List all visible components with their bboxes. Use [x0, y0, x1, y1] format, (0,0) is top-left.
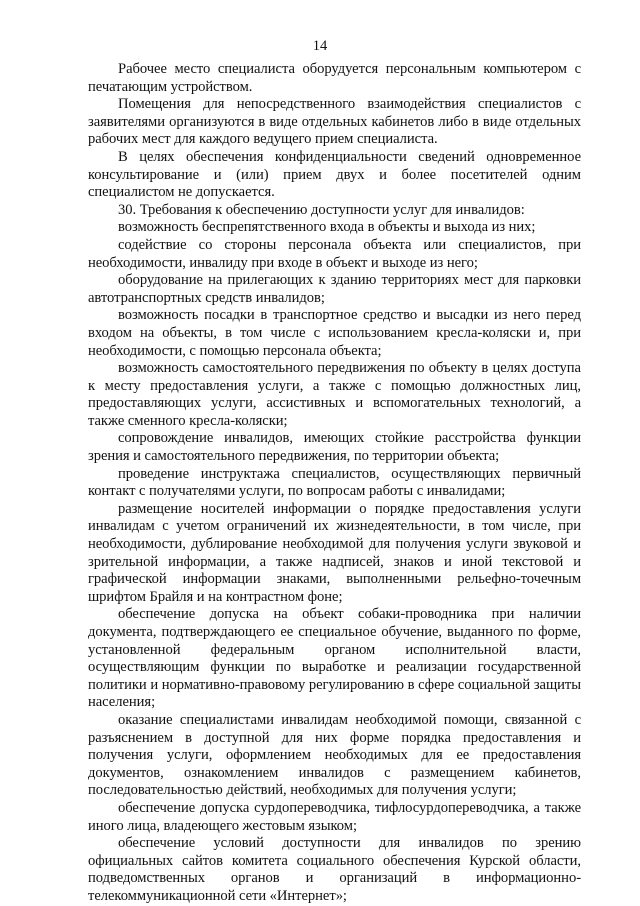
list-item-guide-dog: обеспечение допуска на объект собаки-проводника при наличии документа, подтверждающего ее специальное обучение, выданного по форме, установленной федеральным органом исполнительной власти, осуществляющим функции по выработке и реализации государственной политики и нормативно-правовому регулированию в сфере социальной защиты населения;	[88, 606, 581, 711]
list-item-transport-boarding: возможность посадки в транспортное средство и высадки из него перед входом на объекты, в том числе с использованием кресла-коляски и, при необходимости, с помощью персонала объекта;	[88, 307, 581, 359]
list-item-explanation-help: оказание специалистами инвалидам необходимой помощи, связанной с разъяснением в доступной для них форме порядка предоставления и получения услуги, оформлением необходимых для ее предоставления документов, ознакомлением инвалидов с размещением кабинетов, последовательностью действий, необходимых для получения услуги;	[88, 711, 581, 799]
list-item-sign-interpreter: обеспечение допуска сурдопереводчика, тифлосурдопереводчика, а также иного лица, владеющего жестовым языком;	[88, 799, 581, 834]
paragraph-workplace-equipment: Рабочее место специалиста оборудуется персональным компьютером с печатающим устройством.	[88, 61, 581, 95]
document-body	[88, 61, 581, 906]
list-item-independent-movement: возможность самостоятельного передвижения по объекту в целях доступа к месту предоставления услуги, а также с помощью должностных лиц, предоставляющих услуги, ассистивных и вспомогательных технологий, а также сменного кресла-коляски;	[88, 360, 581, 429]
page-number: 14	[312, 38, 328, 54]
list-item-website-accessibility: обеспечение условий доступности для инвалидов по зрению официальных сайтов комитета социального обеспечения Курской области, подведомственных органов и организаций в информационно-телекоммуникационной сети «Интернет»;	[88, 835, 581, 904]
paragraph-confidentiality: В целях обеспечения конфиденциальности сведений одновременное консультирование и (или) прием двух и более посетителей одним специалистом не допускается.	[88, 148, 581, 201]
list-item-information-carriers: размещение носителей информации о порядке предоставления услуги инвалидам с учетом ограничений их жизнедеятельности, в том числе, при необходимости, дублирование необходимой для получения услуги звуковой и зрительной информации, а также надписей, знаков и иной текстовой и графической информации знаками, выполненными рельефно-точечным шрифтом Брайля и на контрастном фоне;	[88, 500, 581, 605]
list-item-parking: оборудование на прилегающих к зданию территориях мест для парковки автотранспортных средств инвалидов;	[88, 272, 581, 306]
paragraph-premises: Помещения для непосредственного взаимодействия специалистов с заявителями организуются в виде отдельных кабинетов либо в виде отдельных рабочих мест для каждого ведущего прием специалиста.	[88, 96, 581, 148]
list-item-staff-assistance: содействие со стороны персонала объекта или специалистов, при необходимости, инвалиду при входе в объект и выходе из него;	[88, 236, 581, 271]
list-item-escort: сопровождение инвалидов, имеющих стойкие расстройства функции зрения и самостоятельного передвижения, по территории объекта;	[88, 430, 581, 465]
list-item-staff-briefing: проведение инструктажа специалистов, осуществляющих первичный контакт с получателями услуги, по вопросам работы с инвалидами;	[88, 465, 581, 500]
section-30-heading: 30. Требования к обеспечению доступности услуг для инвалидов:	[118, 201, 525, 218]
list-item-entry-access: возможность беспрепятственного входа в объекты и выхода из них;	[118, 219, 536, 236]
